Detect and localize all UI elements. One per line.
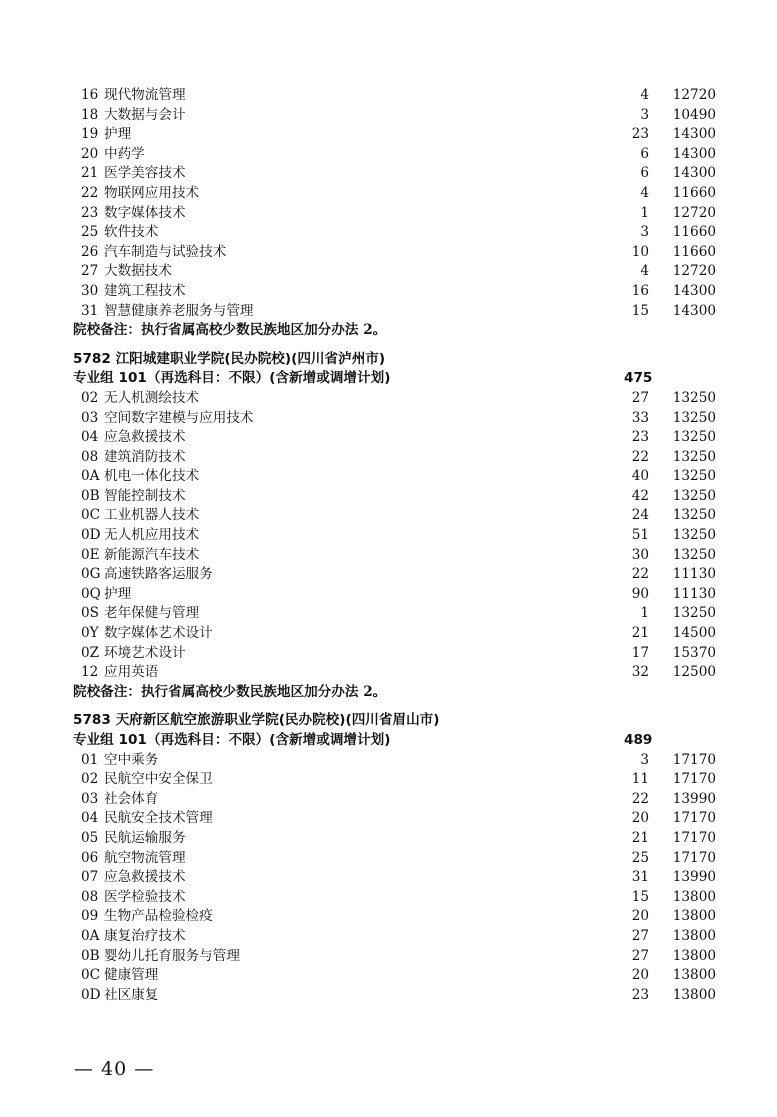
table-row [0, 947, 777, 967]
tuition-fee: 13800 [672, 967, 716, 984]
major-code: 09 [81, 908, 99, 925]
tuition-fee: 11130 [672, 566, 716, 583]
major-name: 大数据技术 [104, 263, 172, 280]
major-code: 0Z [81, 644, 100, 661]
tuition-fee: 12720 [672, 263, 716, 280]
inst1-major-list [0, 389, 777, 683]
major-name: 新能源汽车技术 [104, 546, 200, 563]
table-row [0, 546, 777, 566]
major-name: 工业机器人技术 [104, 507, 200, 524]
table-row [0, 526, 777, 546]
plan-count: 21 [631, 829, 649, 846]
plan-count: 11 [631, 771, 649, 788]
major-code: 0C [81, 507, 101, 524]
major-name: 软件技术 [104, 224, 159, 241]
major-code: 21 [81, 165, 99, 182]
major-code: 0C [81, 967, 101, 984]
plan-count: 1 [640, 204, 649, 221]
institution-title: 5783 天府新区航空旅游职业学院(民办院校)(四川省眉山市) [73, 712, 440, 729]
major-name: 民航安全技术管理 [104, 810, 213, 827]
tuition-fee: 13250 [672, 389, 716, 406]
major-code: 0A [81, 927, 100, 944]
group-count: 475 [624, 370, 653, 387]
table-row [0, 790, 777, 810]
major-name: 老年保健与管理 [104, 605, 200, 622]
tuition-fee: 13250 [672, 429, 716, 446]
tuition-fee: 13250 [672, 605, 716, 622]
major-name: 物联网应用技术 [104, 184, 200, 201]
major-code: 0D [81, 986, 101, 1003]
tuition-fee: 17170 [672, 751, 716, 768]
major-code: 30 [81, 282, 99, 299]
major-code: 26 [81, 243, 99, 260]
major-code: 20 [81, 145, 99, 162]
plan-count: 23 [631, 429, 649, 446]
major-code: 27 [81, 263, 99, 280]
plan-count: 21 [631, 625, 649, 642]
tuition-fee: 13250 [672, 546, 716, 563]
major-code: 19 [81, 126, 99, 143]
tuition-fee: 14500 [672, 625, 716, 642]
table-row [0, 428, 777, 448]
table-row [0, 448, 777, 468]
major-name: 应急救援技术 [104, 429, 186, 446]
tuition-fee: 14300 [672, 126, 716, 143]
tuition-fee: 17170 [672, 849, 716, 866]
major-code: 02 [81, 389, 99, 406]
major-name: 健康管理 [104, 967, 159, 984]
plan-count: 15 [631, 888, 649, 905]
major-code: 0S [81, 605, 99, 622]
major-group-header [0, 731, 777, 751]
tuition-fee: 13800 [672, 986, 716, 1003]
table-row [0, 644, 777, 664]
plan-count: 3 [640, 106, 649, 123]
table-row [0, 125, 777, 145]
plan-count: 23 [631, 126, 649, 143]
tuition-fee: 14300 [672, 165, 716, 182]
plan-count: 6 [640, 145, 649, 162]
plan-count: 23 [631, 986, 649, 1003]
major-code: 0B [81, 947, 100, 964]
major-code: 0G [81, 566, 101, 583]
institution-note: 院校备注：执行省属高校少数民族地区加分办法 2。 [73, 322, 387, 339]
plan-count: 31 [631, 869, 649, 886]
plan-count: 33 [631, 409, 649, 426]
plan-count: 20 [631, 810, 649, 827]
table-row [0, 849, 777, 869]
listing [0, 86, 777, 1005]
tuition-fee: 13250 [672, 448, 716, 465]
plan-count: 4 [640, 87, 649, 103]
major-code: 31 [81, 302, 99, 319]
group-count: 489 [624, 732, 653, 748]
tuition-fee: 12720 [672, 204, 716, 221]
table-row [0, 204, 777, 224]
major-code: 08 [81, 888, 99, 905]
group-label: 专业组 101（再选科目：不限）(含新增或调增计划) [73, 370, 391, 387]
major-name: 应用英语 [104, 664, 159, 681]
major-name: 医学检验技术 [104, 888, 186, 905]
plan-count: 27 [631, 389, 649, 406]
plan-count: 27 [631, 947, 649, 964]
major-name: 数字媒体艺术设计 [104, 625, 213, 642]
table-row [0, 409, 777, 429]
tuition-fee: 12720 [672, 87, 716, 103]
major-name: 婴幼儿托育服务与管理 [104, 947, 240, 964]
table-row [0, 506, 777, 526]
table-row [0, 604, 777, 624]
tuition-fee: 17170 [672, 829, 716, 846]
major-name: 环境艺术设计 [104, 644, 186, 661]
table-row [0, 565, 777, 585]
table-row [0, 223, 777, 243]
tuition-fee: 14300 [672, 282, 716, 299]
tuition-fee: 13990 [672, 869, 716, 886]
table-row [0, 888, 777, 908]
plan-count: 22 [631, 566, 649, 583]
table-row [0, 868, 777, 888]
tuition-fee: 13990 [672, 790, 716, 807]
table-row [0, 302, 777, 322]
major-code: 0Y [81, 625, 99, 642]
plan-count: 3 [640, 751, 649, 768]
table-row [0, 184, 777, 204]
table-row [0, 86, 777, 106]
institution-title: 5782 江阳城建职业学院(民办院校)(四川省泸州市) [73, 350, 386, 367]
plan-count: 30 [631, 546, 649, 563]
table-row [0, 986, 777, 1006]
major-code: 25 [81, 224, 99, 241]
major-name: 智能控制技术 [104, 487, 186, 504]
table-row [0, 467, 777, 487]
major-name: 建筑消防技术 [104, 448, 186, 465]
tuition-fee: 15370 [672, 644, 716, 661]
major-name: 高速铁路客运服务 [104, 566, 213, 583]
major-name: 医学美容技术 [104, 165, 186, 182]
table-row [0, 106, 777, 126]
tuition-fee: 14300 [672, 145, 716, 162]
inst2-major-list [0, 751, 777, 1006]
table-row [0, 145, 777, 165]
major-code: 01 [81, 751, 99, 768]
tuition-fee: 13800 [672, 888, 716, 905]
major-name: 空间数字建模与应用技术 [104, 409, 254, 426]
tuition-fee: 11660 [672, 184, 716, 201]
table-row [0, 927, 777, 947]
major-name: 中药学 [104, 145, 145, 162]
major-name: 护理 [104, 585, 132, 602]
major-name: 建筑工程技术 [104, 282, 186, 299]
table-row [0, 770, 777, 790]
tuition-fee: 13800 [672, 908, 716, 925]
plan-count: 27 [631, 927, 649, 944]
table-row [0, 966, 777, 986]
major-name: 空中乘务 [104, 751, 159, 768]
plan-count: 10 [631, 243, 649, 260]
plan-count: 4 [640, 184, 649, 201]
table-row [0, 624, 777, 644]
major-name: 无人机测绘技术 [104, 389, 200, 406]
major-name: 康复治疗技术 [104, 927, 186, 944]
tuition-fee: 17170 [672, 771, 716, 788]
major-name: 民航运输服务 [104, 829, 186, 846]
major-name: 现代物流管理 [104, 87, 186, 103]
major-code: 04 [81, 810, 99, 827]
table-row [0, 164, 777, 184]
plan-count: 20 [631, 967, 649, 984]
major-group-header [0, 369, 777, 389]
plan-count: 15 [631, 302, 649, 319]
plan-count: 17 [631, 644, 649, 661]
major-code: 03 [81, 409, 99, 426]
page-number: — 40 — [74, 1058, 155, 1080]
group-label: 专业组 101（再选科目：不限）(含新增或调增计划) [73, 732, 391, 748]
plan-count: 25 [631, 849, 649, 866]
table-row [0, 809, 777, 829]
major-code: 05 [81, 829, 99, 846]
plan-count: 24 [631, 507, 649, 524]
major-name: 汽车制造与试验技术 [104, 243, 227, 260]
major-code: 0E [81, 546, 100, 563]
major-name: 数字媒体技术 [104, 204, 186, 221]
tuition-fee: 12500 [672, 664, 716, 681]
major-code: 04 [81, 429, 99, 446]
table-row [0, 585, 777, 605]
tuition-fee: 11130 [672, 585, 716, 602]
plan-count: 20 [631, 908, 649, 925]
major-code: 18 [81, 106, 99, 123]
plan-count: 6 [640, 165, 649, 182]
plan-count: 32 [631, 664, 649, 681]
tuition-fee: 11660 [672, 224, 716, 241]
tuition-fee: 11660 [672, 243, 716, 260]
tuition-fee: 13800 [672, 927, 716, 944]
plan-count: 1 [640, 605, 649, 622]
tuition-fee: 10490 [672, 106, 716, 123]
plan-count: 22 [631, 448, 649, 465]
tuition-fee: 13250 [672, 468, 716, 485]
table-row [0, 282, 777, 302]
table-row [0, 663, 777, 683]
major-name: 智慧健康养老服务与管理 [104, 302, 254, 319]
major-code: 07 [81, 869, 99, 886]
major-name: 应急救援技术 [104, 869, 186, 886]
tuition-fee: 13800 [672, 947, 716, 964]
major-code: 06 [81, 849, 99, 866]
plan-count: 4 [640, 263, 649, 280]
major-code: 0Q [81, 585, 101, 602]
plan-count: 22 [631, 790, 649, 807]
major-code: 22 [81, 184, 99, 201]
major-code: 0A [81, 468, 100, 485]
table-row [0, 829, 777, 849]
table-row [0, 389, 777, 409]
plan-count: 16 [631, 282, 649, 299]
major-name: 民航空中安全保卫 [104, 771, 213, 788]
major-code: 03 [81, 790, 99, 807]
major-code: 16 [81, 87, 99, 103]
major-code: 0D [81, 527, 101, 544]
major-name: 机电一体化技术 [104, 468, 200, 485]
top-major-list [0, 86, 777, 321]
table-row [0, 243, 777, 263]
major-name: 社区康复 [104, 986, 159, 1003]
major-name: 航空物流管理 [104, 849, 186, 866]
major-code: 02 [81, 771, 99, 788]
major-code: 12 [81, 664, 99, 681]
plan-count: 51 [631, 527, 649, 544]
major-code: 0B [81, 487, 100, 504]
tuition-fee: 13250 [672, 487, 716, 504]
major-code: 08 [81, 448, 99, 465]
tuition-fee: 14300 [672, 302, 716, 319]
tuition-fee: 13250 [672, 507, 716, 524]
institution-note: 院校备注：执行省属高校少数民族地区加分办法 2。 [73, 683, 387, 700]
plan-count: 3 [640, 224, 649, 241]
tuition-fee: 17170 [672, 810, 716, 827]
table-row [0, 907, 777, 927]
major-name: 无人机应用技术 [104, 527, 200, 544]
major-name: 社会体育 [104, 790, 159, 807]
table-row [0, 487, 777, 507]
major-name: 护理 [104, 126, 132, 143]
major-name: 生物产品检验检疫 [104, 908, 213, 925]
plan-count: 40 [631, 468, 649, 485]
table-row [0, 751, 777, 771]
major-code: 23 [81, 204, 99, 221]
major-name: 大数据与会计 [104, 106, 186, 123]
plan-count: 42 [631, 487, 649, 504]
tuition-fee: 13250 [672, 527, 716, 544]
tuition-fee: 13250 [672, 409, 716, 426]
plan-count: 90 [631, 585, 649, 602]
table-row [0, 262, 777, 282]
